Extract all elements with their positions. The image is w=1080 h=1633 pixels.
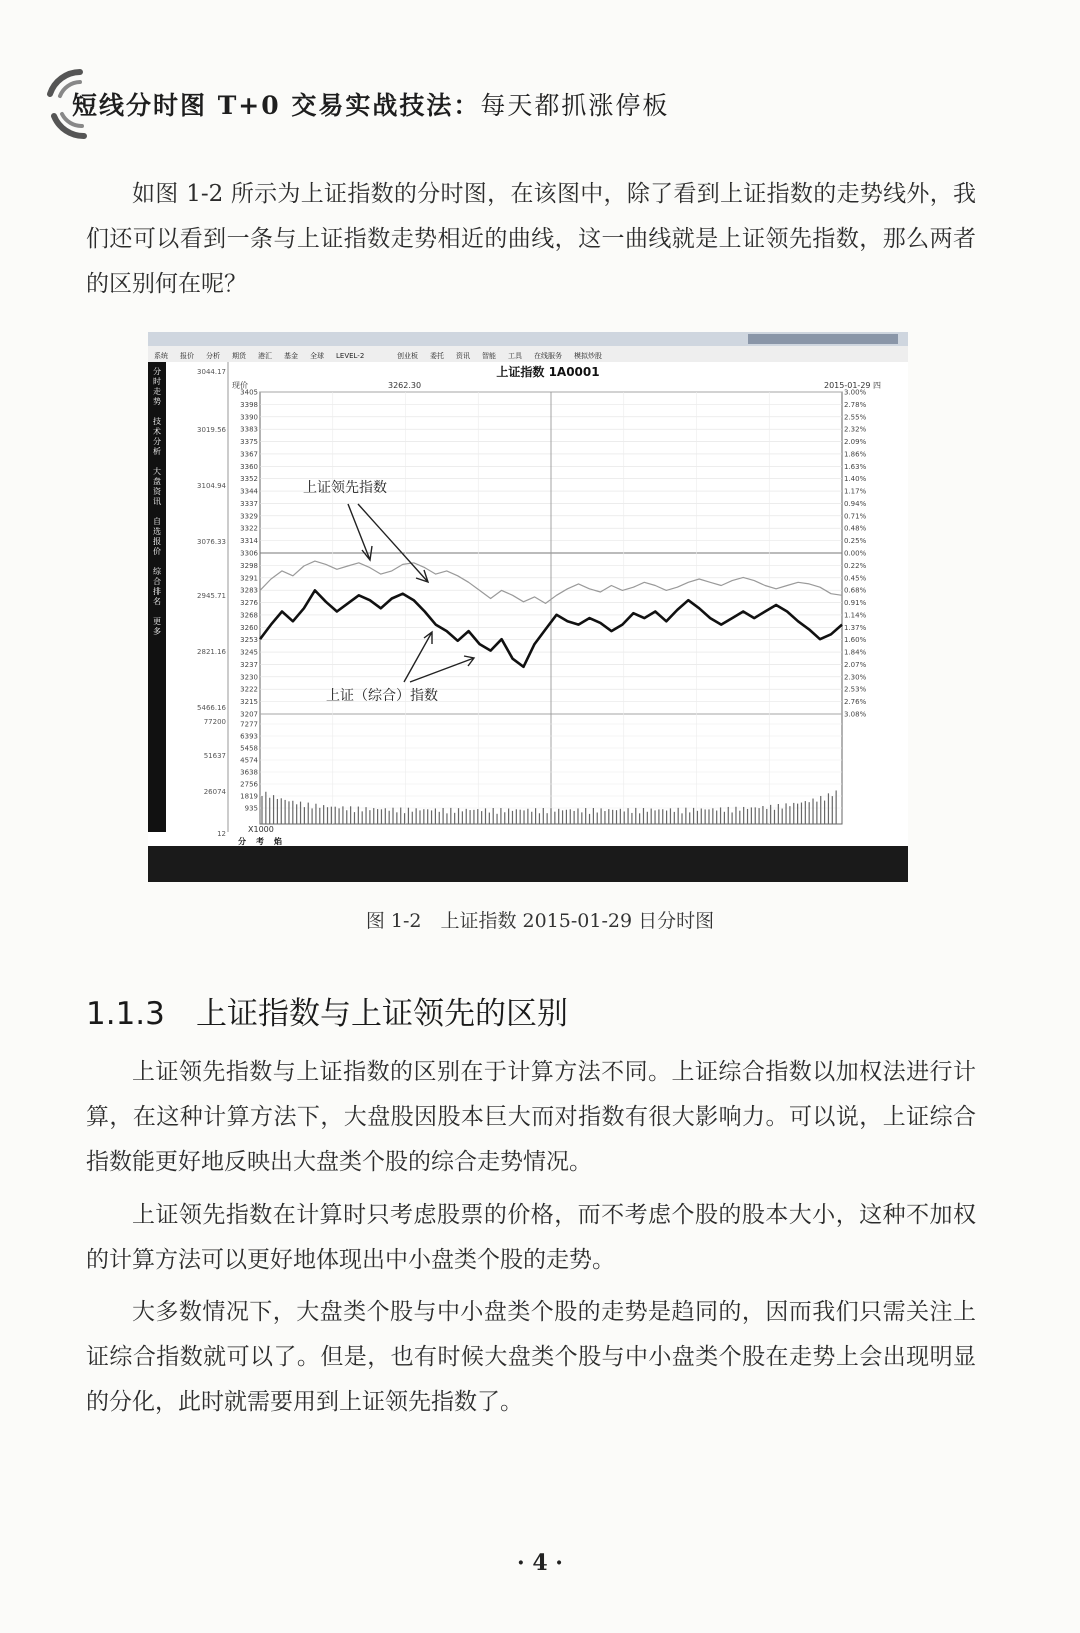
y-tick-right: 2.30% xyxy=(844,673,867,682)
outer-left-label: 3019.56 xyxy=(197,426,226,434)
y-tick-left: 3268 xyxy=(240,611,258,620)
bottom-tab: 分 xyxy=(238,837,246,846)
y-tick-left: 3253 xyxy=(240,636,258,645)
y-tick-left: 3314 xyxy=(240,537,258,546)
y-tick-left: 3390 xyxy=(240,413,258,422)
bottom-tab: 焰 xyxy=(274,837,282,846)
y-tick-right: 1.17% xyxy=(844,487,867,496)
y-tick-left: 3352 xyxy=(240,475,258,484)
y-tick-left: 3207 xyxy=(240,710,258,719)
menu-item: 模拟炒股 xyxy=(574,352,602,360)
menu-item: 委托 xyxy=(430,352,444,360)
volume-tick: 6393 xyxy=(240,732,258,741)
side-tab-char: 多 xyxy=(153,627,161,636)
chart-body xyxy=(148,362,908,862)
side-tab-char: 分 xyxy=(153,367,161,376)
side-tab-char: 分 xyxy=(153,437,161,446)
side-tab-char: 盘 xyxy=(153,477,161,486)
side-tab-char: 资 xyxy=(153,487,161,496)
menu-item: 港汇 xyxy=(258,352,272,360)
side-tab-char: 术 xyxy=(153,427,161,436)
y-tick-right: 2.78% xyxy=(844,400,867,409)
y-tick-left: 3322 xyxy=(240,524,258,533)
side-tab-char: 时 xyxy=(153,377,161,386)
date-label: 2015-01-29 四 xyxy=(824,381,882,390)
y-tick-left: 3337 xyxy=(240,499,258,508)
body-paragraph-1: 上证领先指数与上证指数的区别在于计算方法不同。上证综合指数以加权法进行计算，在这种计算方法下，大盘股因股本巨大而对指数有很大影响力。可以说，上证综合指数能更好地反映出大盘类个股的综合走势情况。 xyxy=(86,1059,976,1175)
menu-item: 工具 xyxy=(508,352,522,360)
y-tick-right: 0.48% xyxy=(844,524,867,533)
menu-item: 创业板 xyxy=(397,352,418,360)
outer-left-label: 5466.16 xyxy=(197,704,226,712)
y-tick-right: 3.00% xyxy=(844,388,867,397)
outer-left-label: 2821.16 xyxy=(197,648,226,656)
y-tick-left: 3245 xyxy=(240,648,258,657)
outer-left-label: 3104.94 xyxy=(197,482,226,490)
menu-item: 系统 xyxy=(154,352,168,360)
figure-screenshot xyxy=(148,332,908,882)
volume-tick: 1819 xyxy=(240,792,258,801)
side-tab-char: 选 xyxy=(153,527,161,536)
y-tick-right: 0.71% xyxy=(844,512,867,521)
window-controls xyxy=(748,334,898,344)
section-title: 上证指数与上证领先的区别 xyxy=(196,996,568,1032)
y-tick-right: 0.25% xyxy=(844,537,867,546)
side-tab-char: 析 xyxy=(153,447,161,456)
y-tick-left: 3298 xyxy=(240,561,258,570)
y-tick-right: 1.37% xyxy=(844,623,867,632)
y-tick-left: 3367 xyxy=(240,450,258,459)
y-tick-left: 3237 xyxy=(240,660,258,669)
volume-tick: 5458 xyxy=(240,744,258,753)
outer-left-label: 3044.17 xyxy=(197,368,226,376)
side-tab-char: 讯 xyxy=(153,497,161,506)
book-header xyxy=(40,64,1020,144)
volume-tick: 935 xyxy=(244,804,258,813)
side-tab-char: 技 xyxy=(153,417,161,426)
annotation-composite-label: 上证（综合）指数 xyxy=(326,688,438,704)
y-tick-left: 3215 xyxy=(240,698,258,707)
side-tab xyxy=(153,617,161,636)
intraday-chart-screenshot xyxy=(148,332,908,882)
side-tab-char: 名 xyxy=(153,597,161,606)
y-tick-right: 3.08% xyxy=(844,710,867,719)
side-tab-char: 综 xyxy=(153,567,161,576)
outer-left-label: 51637 xyxy=(203,752,226,760)
chart-title: 上证指数 1A0001 xyxy=(496,365,600,379)
y-tick-left: 3405 xyxy=(240,388,258,397)
menu-item: 资讯 xyxy=(456,352,470,360)
y-tick-right: 2.09% xyxy=(844,438,867,447)
y-tick-left: 3329 xyxy=(240,512,258,521)
side-tab-char: 更 xyxy=(153,617,161,626)
outer-left-label: 2945.71 xyxy=(197,592,226,600)
menu-item: LEVEL-2 xyxy=(336,352,365,360)
y-tick-right: 1.63% xyxy=(844,462,867,471)
outer-left-label: 12 xyxy=(217,830,226,838)
side-tab-char: 走 xyxy=(153,387,161,396)
x-unit-label: X1000 xyxy=(248,825,274,834)
book-title-sub: 每天都抓涨停板 xyxy=(480,91,670,120)
menu-item: 在线服务 xyxy=(534,352,562,360)
y-tick-right: 1.86% xyxy=(844,450,867,459)
bottom-tabs xyxy=(237,836,282,846)
menu-item: 期货 xyxy=(232,352,246,360)
side-tab-char: 合 xyxy=(153,577,161,586)
book-title-main: 短线分时图 T+0 交易实战技法： xyxy=(72,91,481,120)
outer-left-label: 3076.33 xyxy=(197,538,226,546)
menu-item: 智能 xyxy=(482,352,496,360)
bottom-tab: 考 xyxy=(256,837,264,846)
volume-tick: 4574 xyxy=(240,756,258,765)
volume-tick: 2756 xyxy=(240,780,258,789)
y-tick-right: 0.22% xyxy=(844,561,867,570)
y-tick-left: 3383 xyxy=(240,425,258,434)
y-tick-left: 3306 xyxy=(240,549,258,558)
outer-left-label: 77200 xyxy=(203,718,226,726)
section-heading xyxy=(86,988,568,1033)
side-tab-char: 价 xyxy=(153,547,161,556)
y-tick-right: 1.84% xyxy=(844,648,867,657)
intro-paragraph: 如图 1-2 所示为上证指数的分时图，在该图中，除了看到上证指数的走势线外，我们还可以看到一条与上证指数走势相近的曲线，这一曲线就是上证领先指数，那么两者的区别何在呢？ xyxy=(86,181,976,297)
y-tick-right: 2.76% xyxy=(844,698,867,707)
y-tick-left: 3283 xyxy=(240,586,258,595)
y-tick-left: 3291 xyxy=(240,574,258,583)
y-tick-right: 1.14% xyxy=(844,611,867,620)
volume-tick: 7277 xyxy=(240,720,258,729)
body-paragraph-2: 上证领先指数在计算时只考虑股票的价格，而不考虑个股的股本大小，这种不加权的计算方法可以更好地体现出中小盘类个股的走势。 xyxy=(86,1202,976,1273)
page-number: · 4 · xyxy=(517,1550,563,1576)
y-tick-right: 2.53% xyxy=(844,685,867,694)
y-tick-right: 1.60% xyxy=(844,636,867,645)
menu-item: 报价 xyxy=(180,352,194,360)
y-tick-left: 3222 xyxy=(240,685,258,694)
status-bar xyxy=(148,846,908,882)
y-tick-right: 0.68% xyxy=(844,586,867,595)
y-tick-left: 3260 xyxy=(240,623,258,632)
y-tick-left: 3344 xyxy=(240,487,258,496)
y-tick-right: 0.94% xyxy=(844,499,867,508)
top-left-label: 现价 xyxy=(232,381,248,390)
menu-item: 分析 xyxy=(206,352,220,360)
y-tick-left: 3375 xyxy=(240,438,258,447)
side-tab-char: 势 xyxy=(153,397,161,406)
y-tick-left: 3276 xyxy=(240,599,258,608)
y-tick-right: 0.00% xyxy=(844,549,867,558)
y-tick-right: 2.07% xyxy=(844,660,867,669)
book-title xyxy=(72,86,669,122)
volume-tick: 3638 xyxy=(240,768,258,777)
y-tick-left: 3230 xyxy=(240,673,258,682)
y-tick-right: 1.40% xyxy=(844,475,867,484)
menu-item: 基金 xyxy=(284,352,298,360)
top-center-value: 3262.30 xyxy=(388,381,422,390)
y-tick-left: 3360 xyxy=(240,462,258,471)
side-tab-char: 大 xyxy=(153,467,161,476)
y-tick-right: 0.45% xyxy=(844,574,867,583)
menu-item: 全球 xyxy=(310,352,324,360)
y-tick-right: 2.32% xyxy=(844,425,867,434)
y-tick-left: 3398 xyxy=(240,400,258,409)
outer-left-label: 26074 xyxy=(203,788,226,796)
side-tab-char: 自 xyxy=(153,517,161,526)
annotation-leading-label: 上证领先指数 xyxy=(303,480,387,496)
side-tab-char: 报 xyxy=(153,537,161,546)
y-tick-right: 0.91% xyxy=(844,599,867,608)
section-number: 1.1.3 xyxy=(86,996,165,1032)
y-tick-right: 2.55% xyxy=(844,413,867,422)
figure-caption: 图 1-2 上证指数 2015-01-29 日分时图 xyxy=(365,910,715,932)
side-tab-char: 排 xyxy=(153,587,161,596)
body-paragraph-3: 大多数情况下，大盘类个股与中小盘类个股的走势是趋同的，因而我们只需关注上证综合指数就可以了。但是，也有时候大盘类个股与中小盘类个股在走势上会出现明显的分化，此时就需要用到上证领先指数了。 xyxy=(86,1299,976,1415)
